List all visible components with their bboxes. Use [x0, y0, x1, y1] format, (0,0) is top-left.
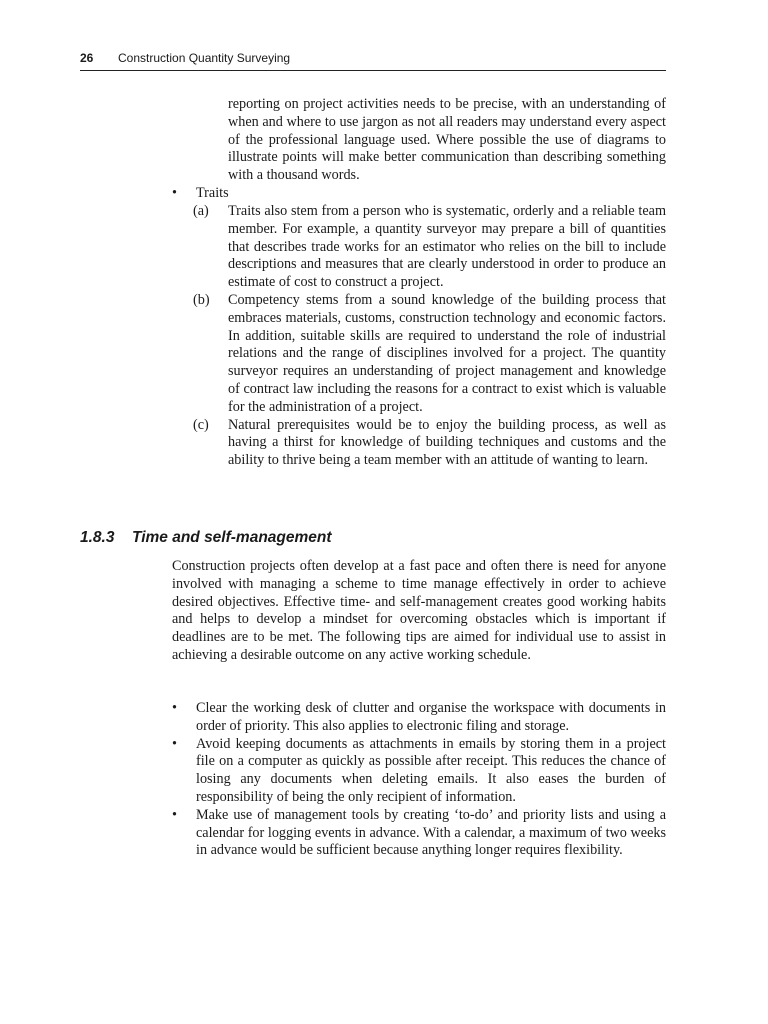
- bullet-icon: •: [172, 806, 177, 823]
- page-number: 26: [80, 51, 94, 65]
- section-title: Time and self-management: [132, 529, 332, 546]
- trait-marker: (b): [193, 291, 210, 308]
- trait-item-a: [193, 203, 666, 292]
- trait-text: Natural prerequisites would be to enjoy the building process, as well as having a thirst for knowledge of building techniques and customs and the ability to thrive being a team member with an attitude of wanting to learn.: [228, 416, 666, 469]
- header-rule: [80, 70, 666, 71]
- running-header: [80, 50, 666, 66]
- book-title: Construction Quantity Surveying: [118, 51, 291, 65]
- tip-text: Clear the working desk of clutter and organise the workspace with documents in order of priority. This also applies to electronic filing and storage.: [196, 700, 666, 734]
- trait-item-b: [193, 292, 666, 417]
- tips-list: [172, 700, 666, 860]
- trait-item-c: [193, 417, 666, 470]
- trait-marker: (a): [193, 203, 209, 219]
- tip-item: [172, 807, 666, 860]
- tip-text: Avoid keeping documents as attachments in emails by storing them in a project file on a computer as quickly as possible after receipt. This reduces the chance of losing any documents when deleting emails. It also eases the burden of responsibility of being the only recipient of information.: [196, 735, 666, 805]
- bullet-icon: •: [172, 735, 177, 752]
- section-number: 1.8.3: [80, 529, 115, 546]
- trait-marker: (c): [193, 416, 209, 433]
- trait-text: Traits also stem from a person who is systematic, orderly and a reliable team member. For example, a quantity surveyor may prepare a bill of quantities that describes trade works for an estimator who relies on the bill to include descriptions and measures that are clearly understood in order to produce an estimate of cost to construct a project.: [228, 203, 666, 291]
- tip-text: Make use of management tools by creating ‘to-do’ and priority lists and using a calendar for logging events in advance. With a calendar, a maximum of two weeks in advance would be sufficient because anything longer requires flexibility.: [196, 806, 666, 859]
- trait-text: Competency stems from a sound knowledge of the building process that embraces materials, customs, construction technology and economic factors. In addition, suitable skills are required to understand the role of industrial relations and the range of disciplines involved for a project. The quantity surveyor requires an understanding of project management and knowledge of contract law including the reasons for a contract to exist which is valuable for the administration of a project.: [228, 291, 666, 415]
- section-heading: [80, 528, 666, 548]
- traits-label: Traits: [196, 185, 229, 201]
- intro-continuation-paragraph: reporting on project activities needs to be precise, with an understanding of when and where to use jargon as not all readers may understand every aspect of the professional language used. Where possible the use of diagrams to illustrate points will make better communication than describing something with a thousand words.: [228, 96, 666, 184]
- section-paragraph: Construction projects often develop at a fast pace and often there is need for anyone involved with managing a scheme to time manage effectively in order to achieve desired objectives. Effective time- and self-management creates good working habits and helps to develop a mindset for overcoming obstacles which is important if deadlines are to be met. The following tips are aimed for individual use to assist in achieving a desirable outcome on any active working schedule.: [172, 558, 666, 663]
- bullet-icon: •: [172, 700, 177, 716]
- traits-list: [193, 203, 666, 470]
- tip-item: [172, 736, 666, 807]
- bullet-icon: •: [172, 185, 177, 201]
- tip-item: [172, 700, 666, 736]
